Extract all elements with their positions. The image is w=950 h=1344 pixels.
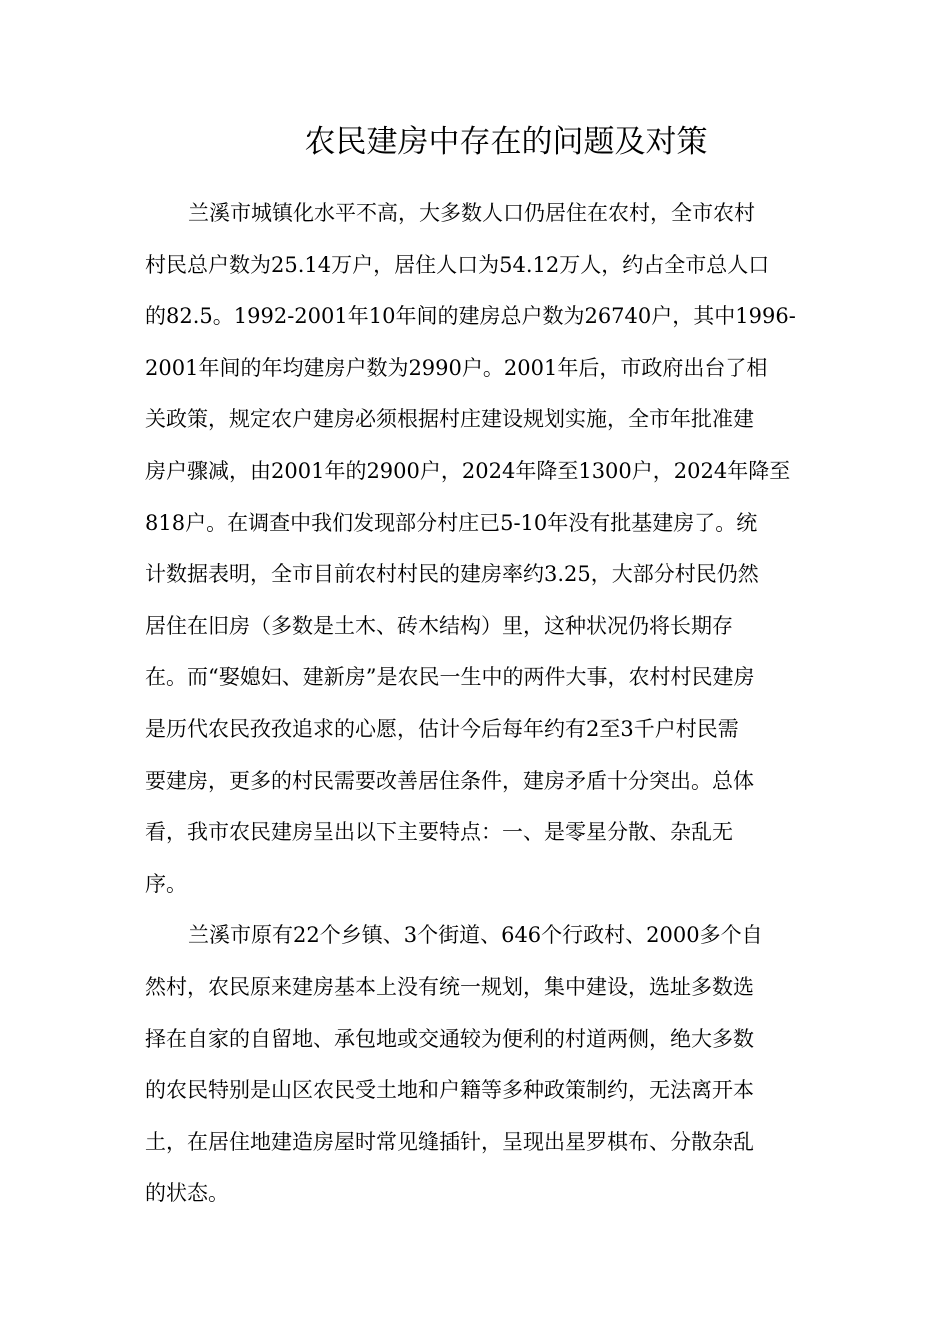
text-line: 择在自家的自留地、承包地或交通较为便利的村道两侧，绝大多数 <box>145 1026 754 1051</box>
text-line: 的82.5。1992-2001年10年间的建房总户数为26740户，其中1996- <box>145 304 796 329</box>
paragraph-2 <box>145 910 811 1220</box>
text-line: 兰溪市原有22个乡镇、3个街道、646个行政村、2000多个自 <box>188 923 763 948</box>
text-line: 村民总户数为25.14万户，居住人口为54.12万人，约占全市总人口 <box>145 252 770 277</box>
text-line: 居住在旧房（多数是土木、砖木结构）里，这种状况仍将长期存 <box>145 613 733 638</box>
text-line: 房户骤减，由2001年的2900户，2024年降至1300户，2024年降至 <box>145 458 791 483</box>
text-line: 的状态。 <box>145 1181 229 1206</box>
text-line: 计数据表明，全市目前农村村民的建房率约3.25，大部分村民仍然 <box>145 562 759 587</box>
document-title: 农民建房中存在的问题及对策 <box>304 124 708 160</box>
text-line: 关政策，规定农户建房必须根据村庄建设规划实施，全市年批准建 <box>145 407 754 432</box>
text-line: 兰溪市城镇化水平不高，大多数人口仍居住在农村，全市农村 <box>188 201 755 225</box>
text-line: 在。而“娶媳妇、建新房”是农民一生中的两件大事，农村村民建房 <box>145 665 755 690</box>
text-line: 要建房，更多的村民需要改善居住条件，建房矛盾十分突出。总体 <box>145 768 754 793</box>
text-line: 818户。在调查中我们发现部分村庄已5-10年没有批基建房了。统 <box>145 510 758 535</box>
paragraph-1 <box>145 188 811 910</box>
text-line: 2001年间的年均建房户数为2990户。2001年后，市政府出台了相 <box>145 355 768 380</box>
text-line: 序。 <box>145 871 187 896</box>
text-line: 的农民特别是山区农民受土地和户籍等多种政策制约，无法离开本 <box>145 1078 754 1103</box>
text-line: 是历代农民孜孜追求的心愿，估计今后每年约有2至3千户村民需 <box>145 716 739 741</box>
text-line: 然村，农民原来建房基本上没有统一规划，集中建设，选址多数选 <box>145 974 754 999</box>
text-line: 土，在居住地建造房屋时常见缝插针，呈现出星罗棋布、分散杂乱 <box>145 1129 754 1154</box>
text-line: 看，我市农民建房呈出以下主要特点：一、是零星分散、杂乱无 <box>145 820 733 845</box>
document-body <box>145 188 811 1220</box>
